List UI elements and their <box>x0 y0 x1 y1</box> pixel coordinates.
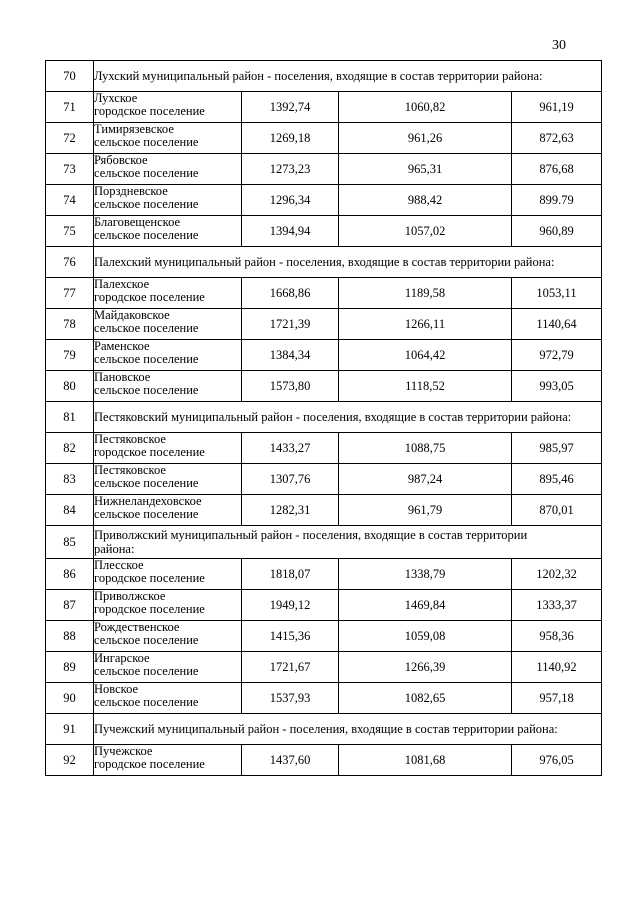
section-row <box>46 247 602 278</box>
value-cell-2: 1060,82 <box>339 92 512 123</box>
settlement-name-line1: Палехское <box>94 277 150 291</box>
value-cell-1: 1269,18 <box>242 123 339 154</box>
row-number: 81 <box>46 402 94 433</box>
settlement-name-line1: Ингарское <box>94 651 150 665</box>
value-cell-1: 1392,74 <box>242 92 339 123</box>
row-number: 90 <box>46 683 94 714</box>
value-cell-2: 1189,58 <box>339 278 512 309</box>
settlement-name-line2: сельское поселение <box>94 135 199 149</box>
value-cell-1: 1282,31 <box>242 495 339 526</box>
row-number: 92 <box>46 745 94 776</box>
settlement-name-line2: городское поселение <box>94 571 205 585</box>
settlement-name-line2: сельское поселение <box>94 228 199 242</box>
row-number: 71 <box>46 92 94 123</box>
settlement-name-line1: Плесское <box>94 558 144 572</box>
row-number: 75 <box>46 216 94 247</box>
value-cell-1: 1721,39 <box>242 309 339 340</box>
settlement-name <box>94 340 242 371</box>
value-cell-2: 961,26 <box>339 123 512 154</box>
settlement-name-line1: Рябовское <box>94 153 148 167</box>
table-row <box>46 278 602 309</box>
table-row <box>46 371 602 402</box>
value-cell-1: 1818,07 <box>242 559 339 590</box>
table-row <box>46 433 602 464</box>
settlement-name-line1: Нижнеландеховское <box>94 494 202 508</box>
settlement-name <box>94 123 242 154</box>
settlement-name-line2: городское поселение <box>94 104 205 118</box>
table-row <box>46 495 602 526</box>
value-cell-2: 965,31 <box>339 154 512 185</box>
row-number: 89 <box>46 652 94 683</box>
value-cell-1: 1721,67 <box>242 652 339 683</box>
value-cell-3: 872,63 <box>512 123 602 154</box>
settlement-name-line2: сельское поселение <box>94 352 199 366</box>
settlement-name-line1: Пучежское <box>94 744 153 758</box>
table-row <box>46 590 602 621</box>
settlement-name-line1: Благовещенское <box>94 215 181 229</box>
settlement-name-line1: Лухское <box>94 91 138 105</box>
value-cell-3: 976,05 <box>512 745 602 776</box>
table-row <box>46 464 602 495</box>
row-number: 72 <box>46 123 94 154</box>
value-cell-3: 957,18 <box>512 683 602 714</box>
settlement-name-line1: Порздневское <box>94 184 168 198</box>
settlement-name <box>94 621 242 652</box>
settlement-name-line2: городское поселение <box>94 290 205 304</box>
table-row <box>46 92 602 123</box>
row-number: 80 <box>46 371 94 402</box>
value-cell-3: 870,01 <box>512 495 602 526</box>
row-number: 85 <box>46 526 94 559</box>
table-row <box>46 559 602 590</box>
district-heading-line2: района: <box>94 542 135 556</box>
row-number: 77 <box>46 278 94 309</box>
settlement-name-line2: сельское поселение <box>94 695 199 709</box>
row-number: 84 <box>46 495 94 526</box>
value-cell-1: 1573,80 <box>242 371 339 402</box>
district-heading: Пестяковский муниципальный район - поселения, входящие в состав территории района: <box>94 402 602 433</box>
row-number: 74 <box>46 185 94 216</box>
settlement-name-line1: Пановское <box>94 370 151 384</box>
value-cell-2: 1118,52 <box>339 371 512 402</box>
settlement-name-line2: городское поселение <box>94 757 205 771</box>
value-cell-3: 1140,64 <box>512 309 602 340</box>
value-cell-2: 1082,65 <box>339 683 512 714</box>
settlement-name <box>94 154 242 185</box>
settlement-name-line2: сельское поселение <box>94 321 199 335</box>
table-row <box>46 621 602 652</box>
value-cell-3: 895,46 <box>512 464 602 495</box>
settlement-name <box>94 92 242 123</box>
settlement-name-line2: городское поселение <box>94 445 205 459</box>
value-cell-1: 1296,34 <box>242 185 339 216</box>
value-cell-1: 1433,27 <box>242 433 339 464</box>
settlement-name-line1: Приволжское <box>94 589 166 603</box>
section-row <box>46 714 602 745</box>
table-row <box>46 123 602 154</box>
section-row <box>46 402 602 433</box>
settlement-name-line1: Новское <box>94 682 139 696</box>
row-number: 76 <box>46 247 94 278</box>
value-cell-3: 876,68 <box>512 154 602 185</box>
table-row <box>46 652 602 683</box>
value-cell-2: 1059,08 <box>339 621 512 652</box>
district-heading: Лухский муниципальный район - поселения, входящие в состав территории района: <box>94 61 602 92</box>
settlement-name <box>94 278 242 309</box>
value-cell-2: 988,42 <box>339 185 512 216</box>
settlement-name <box>94 433 242 464</box>
value-cell-3: 985,97 <box>512 433 602 464</box>
value-cell-1: 1415,36 <box>242 621 339 652</box>
value-cell-3: 993,05 <box>512 371 602 402</box>
value-cell-1: 1273,23 <box>242 154 339 185</box>
settlement-name-line2: городское поселение <box>94 602 205 616</box>
value-cell-3: 899.79 <box>512 185 602 216</box>
settlement-name <box>94 683 242 714</box>
value-cell-1: 1949,12 <box>242 590 339 621</box>
row-number: 87 <box>46 590 94 621</box>
row-number: 88 <box>46 621 94 652</box>
settlement-name-line2: сельское поселение <box>94 166 199 180</box>
table-row <box>46 745 602 776</box>
row-number: 83 <box>46 464 94 495</box>
district-heading-line1: Приволжский муниципальный район - поселения, входящие в состав территории <box>94 528 528 542</box>
value-cell-2: 1064,42 <box>339 340 512 371</box>
settlement-name-line2: сельское поселение <box>94 383 199 397</box>
settlement-name-line1: Тимирязевское <box>94 122 174 136</box>
value-cell-1: 1537,93 <box>242 683 339 714</box>
value-cell-2: 1469,84 <box>339 590 512 621</box>
settlement-name-line2: сельское поселение <box>94 633 199 647</box>
settlement-name <box>94 309 242 340</box>
row-number: 91 <box>46 714 94 745</box>
table-row <box>46 185 602 216</box>
table-row <box>46 154 602 185</box>
settlement-name-line2: сельское поселение <box>94 476 199 490</box>
settlement-name-line1: Раменское <box>94 339 150 353</box>
row-number: 73 <box>46 154 94 185</box>
value-cell-3: 960,89 <box>512 216 602 247</box>
settlement-name <box>94 652 242 683</box>
value-cell-3: 972,79 <box>512 340 602 371</box>
table-body <box>46 61 602 776</box>
table-row <box>46 340 602 371</box>
value-cell-3: 1053,11 <box>512 278 602 309</box>
row-number: 82 <box>46 433 94 464</box>
value-cell-3: 1140,92 <box>512 652 602 683</box>
settlement-name <box>94 745 242 776</box>
value-cell-1: 1668,86 <box>242 278 339 309</box>
settlement-name-line1: Рождественское <box>94 620 180 634</box>
section-row <box>46 61 602 92</box>
settlement-name-line1: Пестяковское <box>94 432 166 446</box>
settlement-name-line2: сельское поселение <box>94 664 199 678</box>
row-number: 79 <box>46 340 94 371</box>
table-row <box>46 216 602 247</box>
value-cell-1: 1307,76 <box>242 464 339 495</box>
value-cell-2: 1266,11 <box>339 309 512 340</box>
settlement-name-line1: Пестяковское <box>94 463 166 477</box>
value-cell-3: 958,36 <box>512 621 602 652</box>
settlement-name <box>94 464 242 495</box>
settlement-name-line2: сельское поселение <box>94 507 199 521</box>
settlement-name <box>94 590 242 621</box>
district-heading <box>94 526 602 559</box>
value-cell-1: 1384,34 <box>242 340 339 371</box>
settlement-name <box>94 185 242 216</box>
value-cell-3: 1202,32 <box>512 559 602 590</box>
value-cell-3: 1333,37 <box>512 590 602 621</box>
value-cell-2: 987,24 <box>339 464 512 495</box>
settlement-name <box>94 216 242 247</box>
row-number: 78 <box>46 309 94 340</box>
value-cell-2: 1081,68 <box>339 745 512 776</box>
value-cell-2: 1266,39 <box>339 652 512 683</box>
value-cell-2: 1088,75 <box>339 433 512 464</box>
value-cell-2: 1338,79 <box>339 559 512 590</box>
table-row <box>46 683 602 714</box>
district-heading: Пучежский муниципальный район - поселения, входящие в состав территории района: <box>94 714 602 745</box>
row-number: 70 <box>46 61 94 92</box>
settlement-name <box>94 559 242 590</box>
value-cell-2: 1057,02 <box>339 216 512 247</box>
settlement-name-line2: сельское поселение <box>94 197 199 211</box>
value-cell-1: 1394,94 <box>242 216 339 247</box>
value-cell-1: 1437,60 <box>242 745 339 776</box>
value-cell-2: 961,79 <box>339 495 512 526</box>
row-number: 86 <box>46 559 94 590</box>
settlement-name-line1: Майдаковское <box>94 308 170 322</box>
tariff-table <box>45 60 602 776</box>
settlement-name <box>94 495 242 526</box>
settlement-name <box>94 371 242 402</box>
district-heading: Палехский муниципальный район - поселения, входящие в состав территории района: <box>94 247 602 278</box>
value-cell-3: 961,19 <box>512 92 602 123</box>
table-row <box>46 309 602 340</box>
section-row <box>46 526 602 559</box>
page-number: 30 <box>552 38 566 53</box>
